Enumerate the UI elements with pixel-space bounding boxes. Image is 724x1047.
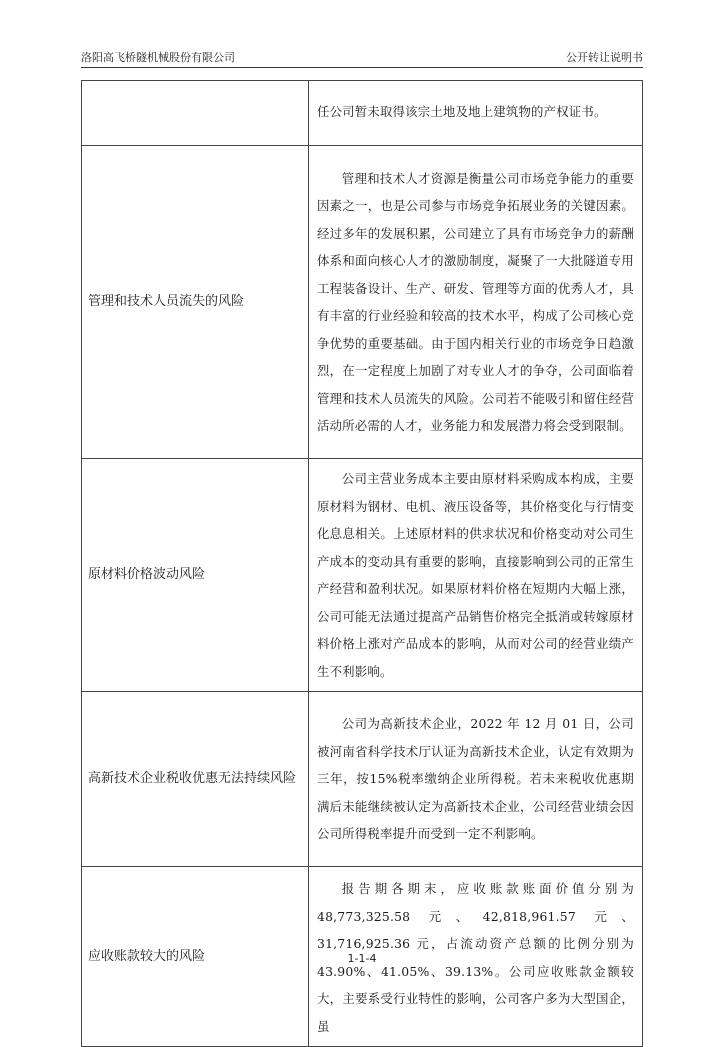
risk-name [82, 81, 309, 146]
page-header [81, 50, 643, 66]
risk-name: 原材料价格波动风险 [82, 459, 309, 692]
table-row [82, 692, 643, 867]
company-name: 洛阳高飞桥隧机械股份有限公司 [81, 51, 235, 64]
page-number: 1-1-4 [347, 952, 377, 965]
table-row [82, 81, 643, 146]
risk-description: 管理和技术人才资源是衡量公司市场竞争能力的重要因素之一，也是公司参与市场竞争拓展业务的关键因素。经过多年的发展积累，公司建立了具有市场竞争力的薪酬体系和面向核心人才的激励制度，凝聚了一大批隧道专用工程装备设计、生产、研发、管理等方面的优秀人才，具有丰富的行业经验和较高的技术水平，构成了公司核心竞争优势的重要基础。由于国内相关行业的市场竞争日趋激烈，在一定程度上加剧了对专业人才的争夺，公司面临着管理和技术人员流失的风险。公司若不能吸引和留住经营活动所必需的人才，业务能力和发展潜力将会受到限制。 [309, 146, 643, 459]
risk-name: 高新技术企业税收优惠无法持续风险 [82, 692, 309, 867]
risk-table [81, 80, 643, 1047]
risk-description: 任公司暂未取得该宗土地及地上建筑物的产权证书。 [309, 81, 643, 146]
risk-name: 管理和技术人员流失的风险 [82, 146, 309, 459]
risk-description: 公司为高新技术企业，2022 年 12 月 01 日，公司被河南省科学技术厅认证为高新技术企业，认定有效期为三年，按15%税率缴纳企业所得税。若未来税收优惠期满后未能继续被认定为高新技术企业，公司经营业绩会因公司所得税率提升而受到一定不利影响。 [309, 692, 643, 867]
risk-description: 公司主营业务成本主要由原材料采购成本构成，主要原材料为钢材、电机、液压设备等，其价格变化与行情变化息息相关。上述原材料的供求状况和价格变动对公司生产成本的变动具有重要的影响，直接影响到公司的正常生产经营和盈利状况。如果原材料价格在短期内大幅上涨，公司可能无法通过提高产品销售价格完全抵消或转嫁原材料价格上涨对产品成本的影响，从而对公司的经营业绩产生不利影响。 [309, 459, 643, 692]
table-row [82, 146, 643, 459]
document-type: 公开转让说明书 [566, 51, 643, 64]
risk-description: 报告期各期末，应收账款账面价值分别为 48,773,325.58 元、42,818,961.57 元、31,716,925.36 元，占流动资产总额的比例分别为 43.90%、41.05%、39.13%。公司应收账款金额较大，主要系受行业特性的影响，公司客户多为大型国企，虽 [309, 867, 643, 1047]
risk-name: 应收账款较大的风险 [82, 867, 309, 1047]
table-row [82, 459, 643, 692]
header-divider [81, 67, 643, 68]
